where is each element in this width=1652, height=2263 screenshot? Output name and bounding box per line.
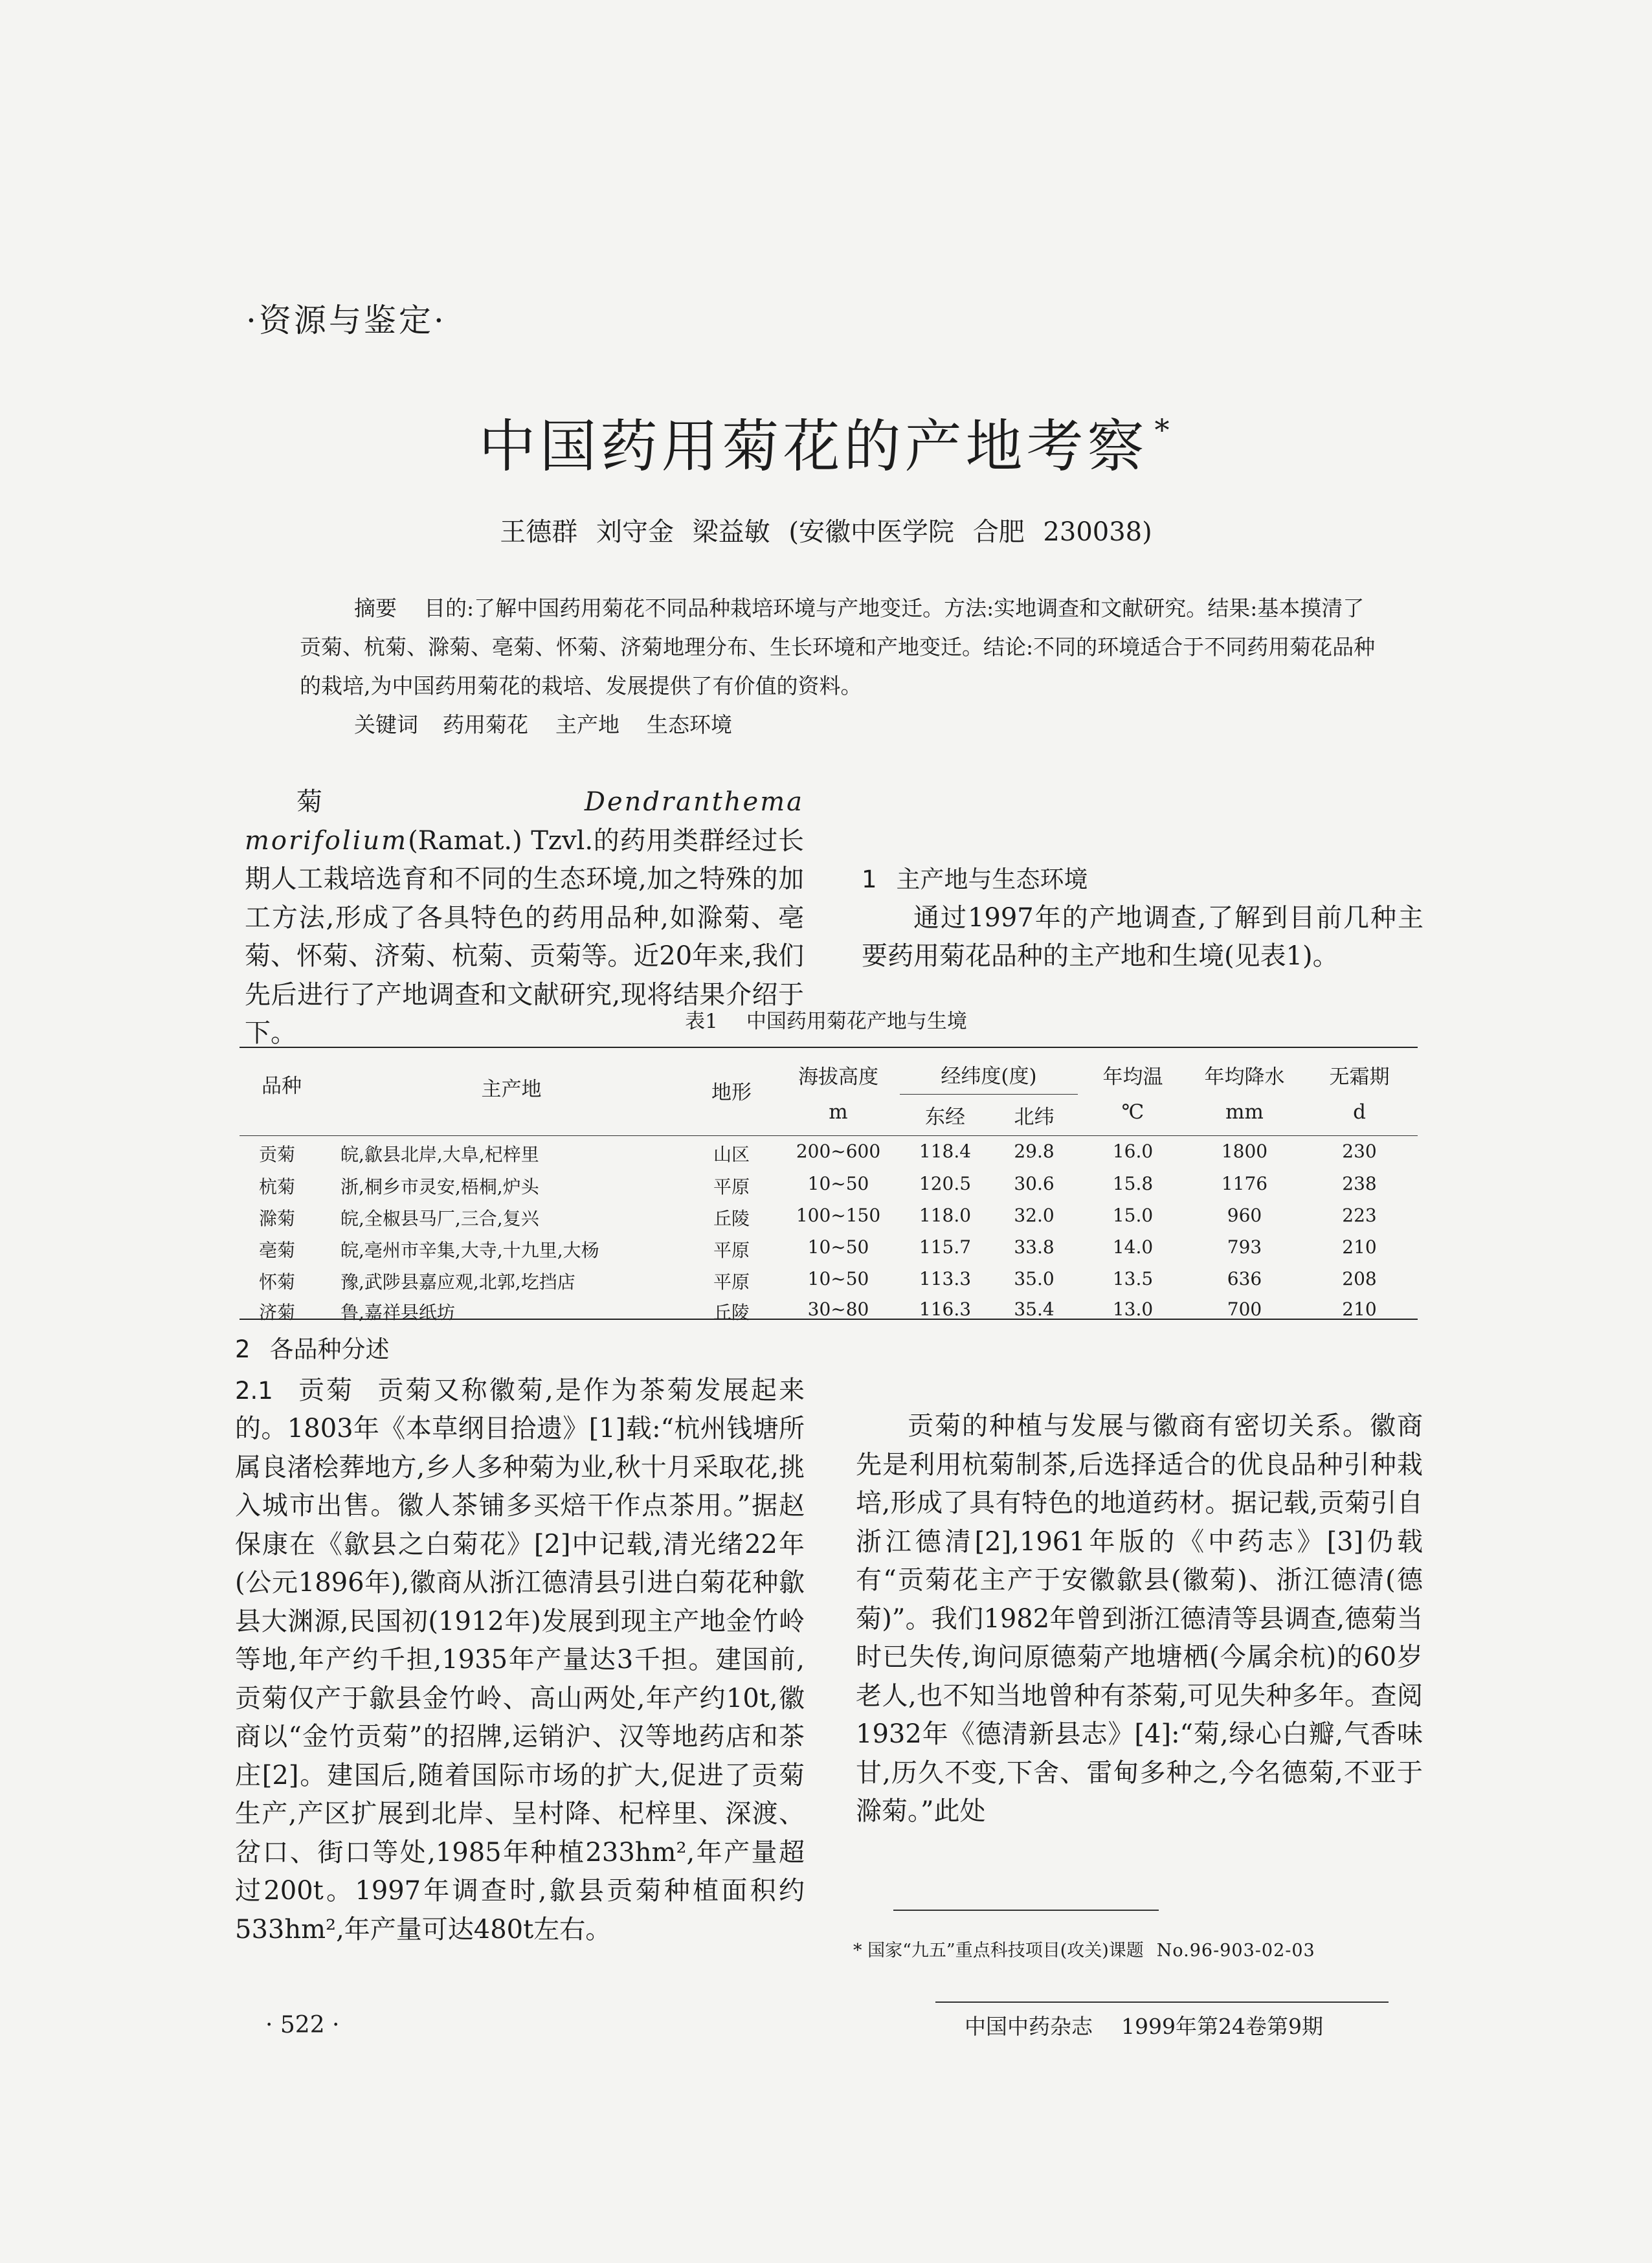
cell-variety: 亳菊 bbox=[259, 1240, 296, 1261]
cell-longitude: 120.5 bbox=[919, 1173, 972, 1194]
journal-rule bbox=[935, 2001, 1389, 2003]
th-rainfall: 年均降水 bbox=[1204, 1065, 1285, 1089]
th-temperature: 年均温 bbox=[1102, 1065, 1163, 1089]
cell-altitude: 10~50 bbox=[807, 1236, 869, 1258]
keywords bbox=[300, 706, 1381, 744]
authors: 王德群 刘守金 梁益敏 (安徽中医学院 合肥 230038) bbox=[500, 517, 1152, 547]
cell-rainfall: 960 bbox=[1227, 1205, 1262, 1226]
subsection-title: 贡菊 bbox=[296, 1375, 355, 1405]
cell-latitude: 29.8 bbox=[1014, 1141, 1055, 1162]
cell-latitude: 30.6 bbox=[1014, 1173, 1055, 1194]
cell-longitude: 118.4 bbox=[919, 1141, 972, 1162]
footnote-number: No.96-903-02-03 bbox=[1156, 1941, 1315, 1961]
keywords-label: 关键词 bbox=[354, 712, 418, 737]
th-latitude: 北纬 bbox=[1014, 1106, 1055, 1129]
title-text: 中国药用菊花的产地考察 bbox=[478, 413, 1148, 480]
journal-issue: 1999年第24卷第9期 bbox=[1121, 2014, 1323, 2039]
journal-name: 中国中药杂志 bbox=[965, 2014, 1093, 2039]
cell-rainfall: 636 bbox=[1227, 1268, 1262, 1289]
cell-frost-free: 208 bbox=[1342, 1268, 1377, 1289]
cell-terrain: 平原 bbox=[713, 1176, 750, 1198]
th-terrain: 地形 bbox=[711, 1081, 752, 1104]
cell-altitude: 30~80 bbox=[807, 1299, 869, 1320]
cell-place: 鲁,嘉祥县纸坊 bbox=[340, 1302, 455, 1323]
page-title bbox=[0, 401, 1652, 483]
latin-name: Dendranthema morifolium bbox=[245, 787, 804, 856]
section-2-heading bbox=[235, 1330, 805, 1369]
cell-place: 皖,歙县北岸,大阜,杞梓里 bbox=[340, 1144, 539, 1165]
cell-frost-free: 210 bbox=[1342, 1299, 1377, 1320]
title-footnote-mark: * bbox=[1154, 412, 1174, 447]
cell-frost-free: 223 bbox=[1342, 1205, 1377, 1226]
cell-rainfall: 700 bbox=[1227, 1299, 1262, 1320]
th-altitude-unit: m bbox=[829, 1100, 848, 1124]
cell-temperature: 16.0 bbox=[1112, 1141, 1154, 1162]
abstract bbox=[300, 589, 1381, 744]
paragraph-text: 贡菊又称徽菊,是作为茶菊发展起来的。1803年《本草纲目拾遗》[1]载:“杭州钱塘所属良渚桧葬地方,乡人多种菊为业,秋十月采取花,挑入城市出售。徽人茶铺多买焙干作点茶用。”据赵保康在《歙县之白菊花》[2]中记载,清光绪22年(公元1896年),徽商从浙江德清县引进白菊花种歙县大渊源,民国初(1912年)发展到现主产地金竹岭等地,年产约千担,1935年产量达3千担。建国前,贡菊仅产于歙县金竹岭、高山两处,年产约10t,徽商以“金竹贡菊”的招牌,运销沪、汉等地药店和茶庄[2]。建国后,随着国际市场的扩大,促进了贡菊生产,产区扩展到北岸、呈村降、杞梓里、深渡、岔口、街口等处,1985年种植233hm²,年产量超过200t。1997年调查时,歙县贡菊种植面积约533hm²,年产量可达480t左右。 bbox=[235, 1375, 805, 1945]
cell-rainfall: 1800 bbox=[1221, 1141, 1268, 1162]
cell-variety: 滁菊 bbox=[259, 1208, 296, 1229]
table-caption-text: 中国药用菊花产地与生境 bbox=[746, 1010, 967, 1033]
th-coordinates: 经纬度(度) bbox=[941, 1065, 1037, 1088]
cell-variety: 贡菊 bbox=[259, 1144, 296, 1165]
subsection-number: 2.1 bbox=[235, 1376, 273, 1405]
cell-longitude: 113.3 bbox=[919, 1268, 972, 1289]
table-label: 表1 bbox=[685, 1010, 718, 1033]
cell-variety: 怀菊 bbox=[259, 1271, 296, 1293]
th-longitude: 东经 bbox=[925, 1106, 965, 1129]
section-2-paragraph-1 bbox=[235, 1372, 805, 1950]
cell-temperature: 14.0 bbox=[1112, 1236, 1154, 1258]
th-variety: 品种 bbox=[262, 1075, 302, 1098]
cell-terrain: 丘陵 bbox=[713, 1302, 750, 1323]
cell-terrain: 丘陵 bbox=[713, 1208, 750, 1229]
abstract-text: 目的:了解中国药用菊花不同品种栽培环境与产地变迁。方法:实地调查和文献研究。结果:基本摸清了贡菊、杭菊、滁菊、亳菊、怀菊、济菊地理分布、生长环境和产地变迁。结论:不同的环境适合于不同药用菊花品种的栽培,为中国药用菊花的栽培、发展提供了有价值的资料。 bbox=[300, 596, 1376, 698]
coord-header-rule bbox=[900, 1094, 1078, 1095]
cell-rainfall: 1176 bbox=[1221, 1173, 1268, 1194]
cell-rainfall: 793 bbox=[1227, 1236, 1262, 1258]
section-number: 2 bbox=[235, 1335, 251, 1363]
cell-altitude: 200~600 bbox=[796, 1141, 881, 1162]
section-title: 各品种分述 bbox=[269, 1335, 390, 1363]
section-2-continued bbox=[856, 1330, 1423, 1831]
cell-altitude: 10~50 bbox=[807, 1268, 869, 1289]
cell-variety: 济菊 bbox=[259, 1302, 296, 1323]
cell-frost-free: 238 bbox=[1342, 1173, 1377, 1194]
keyword: 生态环境 bbox=[647, 712, 732, 737]
cell-place: 皖,亳州市辛集,大寺,十九里,大杨 bbox=[340, 1240, 599, 1261]
section-2-paragraph-2: 贡菊的种植与发展与徽商有密切关系。徽商先是利用杭菊制茶,后选择适合的优良品种引种栽培,形成了具有特色的地道药材。据记载,贡菊引自浙江德清[2],1961年版的《中药志》[3]仍载有“贡菊花主产于安徽歙县(徽菊)、浙江德清(德菊)”。我们1982年曾到浙江德清等县调查,德菊当时已失传,询问原德菊产地塘栖(今属余杭)的60岁老人,也不知当地曾种有茶菊,可见失种多年。查阅1932年《德清新县志》[4]:“菊,绿心白瓣,气香味甘,历久不变,下舍、雷甸多种之,今名德菊,不亚于滁菊。”此处 bbox=[856, 1411, 1423, 1826]
cell-latitude: 32.0 bbox=[1014, 1205, 1055, 1226]
intro-lead: 菊 bbox=[296, 787, 405, 817]
footnote-rule bbox=[893, 1910, 1159, 1911]
th-frost-free-unit: d bbox=[1353, 1100, 1366, 1124]
section-title: 主产地与生态环境 bbox=[896, 865, 1088, 893]
cell-variety: 杭菊 bbox=[259, 1176, 296, 1198]
cell-longitude: 118.0 bbox=[919, 1205, 972, 1226]
section-1-text: 通过1997年的产地调查,了解到目前几种主要药用菊花品种的主产地和生境(见表1)。 bbox=[862, 902, 1423, 971]
abstract-label: 摘要 bbox=[354, 596, 397, 621]
section-1 bbox=[862, 783, 1423, 976]
cell-temperature: 13.0 bbox=[1112, 1299, 1154, 1320]
intro-text: (Ramat.) Tzvl.的药用类群经过长期人工栽培选育和不同的生态环境,加之特殊的加工方法,形成了各具特色的药用品种,如滁菊、亳菊、怀菊、济菊、杭菊、贡菊等。近20年来,我们先后进行了产地调查和文献研究,现将结果介绍于下。 bbox=[245, 825, 804, 1048]
cell-temperature: 15.8 bbox=[1112, 1173, 1154, 1194]
th-frost-free: 无霜期 bbox=[1329, 1065, 1390, 1089]
keyword: 主产地 bbox=[555, 712, 620, 737]
section-tag: ·资源与鉴定· bbox=[246, 302, 447, 339]
footnote-text: * 国家“九五”重点科技项目(攻关)课题 bbox=[853, 1941, 1144, 1961]
cell-place: 浙,桐乡市灵安,梧桐,炉头 bbox=[340, 1176, 539, 1198]
table-caption bbox=[0, 1005, 1652, 1034]
footnote bbox=[853, 1932, 1423, 1970]
th-altitude: 海拔高度 bbox=[798, 1065, 878, 1089]
page-number: · 522 · bbox=[265, 2012, 340, 2038]
cell-longitude: 116.3 bbox=[919, 1299, 972, 1320]
cell-latitude: 33.8 bbox=[1014, 1236, 1055, 1258]
section-1-heading bbox=[862, 860, 1423, 899]
keyword: 药用菊花 bbox=[443, 712, 528, 737]
th-place: 主产地 bbox=[481, 1078, 542, 1101]
cell-longitude: 115.7 bbox=[919, 1236, 972, 1258]
cell-latitude: 35.4 bbox=[1014, 1299, 1055, 1320]
cell-altitude: 100~150 bbox=[796, 1205, 881, 1226]
cell-terrain: 平原 bbox=[713, 1271, 750, 1293]
table-top-rule bbox=[240, 1047, 1418, 1048]
cell-frost-free: 210 bbox=[1342, 1236, 1377, 1258]
cell-latitude: 35.0 bbox=[1014, 1268, 1055, 1289]
cell-temperature: 13.5 bbox=[1112, 1268, 1154, 1289]
th-rainfall-unit: mm bbox=[1225, 1100, 1264, 1124]
cell-place: 豫,武陟县嘉应观,北郭,圪挡店 bbox=[340, 1271, 575, 1293]
cell-altitude: 10~50 bbox=[807, 1173, 869, 1194]
th-temperature-unit: ℃ bbox=[1121, 1100, 1144, 1124]
cell-place: 皖,全椒县马厂,三合,复兴 bbox=[340, 1208, 539, 1229]
journal-info bbox=[965, 2010, 1323, 2040]
cell-terrain: 山区 bbox=[713, 1144, 750, 1165]
table-header-rule bbox=[240, 1135, 1418, 1136]
cell-terrain: 平原 bbox=[713, 1240, 750, 1261]
section-number: 1 bbox=[862, 865, 877, 893]
cell-frost-free: 230 bbox=[1342, 1141, 1377, 1162]
section-2 bbox=[235, 1330, 805, 1949]
cell-temperature: 15.0 bbox=[1112, 1205, 1154, 1226]
